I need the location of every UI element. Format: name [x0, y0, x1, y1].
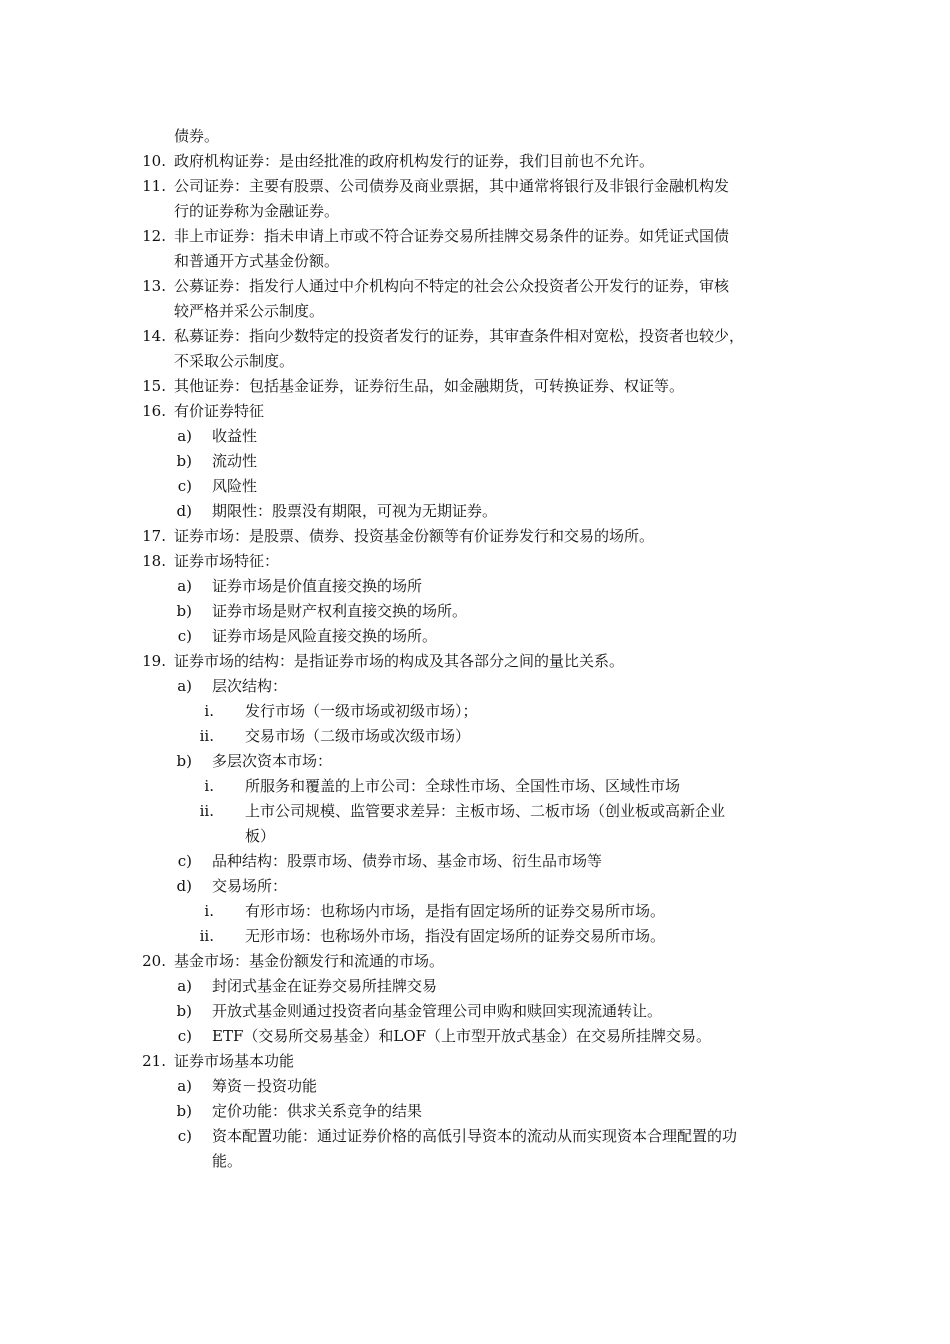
list-line: [0, 224, 950, 248]
list-marker: 17.: [142, 527, 166, 545]
list-line: [0, 849, 950, 873]
list-text: 交易场所：: [212, 877, 288, 895]
list-line: [0, 1149, 950, 1173]
list-marker: c): [177, 852, 192, 870]
list-line: [0, 399, 950, 423]
list-line: [0, 974, 950, 998]
list-text: 能。: [212, 1152, 243, 1170]
list-line: [0, 424, 950, 448]
list-marker: 15.: [142, 377, 166, 395]
list-line: [0, 599, 950, 623]
list-marker: i.: [204, 702, 214, 720]
list-line: [0, 649, 950, 673]
list-line: [0, 549, 950, 573]
list-line: [0, 724, 950, 748]
list-marker: a): [177, 427, 192, 445]
list-text: 所服务和覆盖的上市公司：全球性市场、全国性市场、区域性市场: [245, 777, 681, 795]
list-text: 证券市场特征：: [174, 552, 280, 570]
list-text: 公司证券：主要有股票、公司债券及商业票据，其中通常将银行及非银行金融机构发: [174, 177, 730, 195]
list-text: 证券市场基本功能: [174, 1052, 295, 1070]
list-text: 定价功能：供求关系竞争的结果: [212, 1102, 423, 1120]
list-text: 流动性: [212, 452, 258, 470]
list-marker: 10.: [142, 152, 166, 170]
list-line: [0, 774, 950, 798]
list-line: [0, 999, 950, 1023]
list-line: [0, 124, 950, 148]
list-line: [0, 749, 950, 773]
list-text: 公募证券：指发行人通过中介机构向不特定的社会公众投资者公开发行的证券，审核: [174, 277, 730, 295]
list-text: 开放式基金则通过投资者向基金管理公司申购和赎回实现流通转让。: [212, 1002, 663, 1020]
list-marker: d): [176, 877, 192, 895]
list-text: 风险性: [212, 477, 258, 495]
list-marker: 16.: [142, 402, 166, 420]
list-text: 资本配置功能：通过证券价格的高低引导资本的流动从而实现资本合理配置的功: [212, 1127, 738, 1145]
list-marker: i.: [204, 902, 214, 920]
list-marker: 11.: [142, 177, 166, 195]
list-marker: c): [177, 627, 192, 645]
list-text: 较严格并采公示制度。: [174, 302, 325, 320]
list-line: [0, 1099, 950, 1123]
list-marker: c): [177, 1127, 192, 1145]
list-marker: 19.: [142, 652, 166, 670]
list-text: 政府机构证券：是由经批准的政府机构发行的证券，我们目前也不允许。: [174, 152, 655, 170]
list-text: 品种结构：股票市场、债券市场、基金市场、衍生品市场等: [212, 852, 603, 870]
list-text: 多层次资本市场：: [212, 752, 333, 770]
list-line: [0, 299, 950, 323]
list-text: 行的证券称为金融证券。: [174, 202, 340, 220]
list-marker: b): [176, 1002, 192, 1020]
list-line: [0, 1124, 950, 1148]
list-marker: i.: [204, 777, 214, 795]
list-line: [0, 899, 950, 923]
list-marker: c): [177, 477, 192, 495]
list-marker: b): [176, 452, 192, 470]
list-text: 层次结构：: [212, 677, 288, 695]
list-text: 期限性：股票没有期限，可视为无期证券。: [212, 502, 498, 520]
list-line: [0, 674, 950, 698]
list-marker: a): [177, 677, 192, 695]
list-line: [0, 574, 950, 598]
list-text: 和普通开方式基金份额。: [174, 252, 340, 270]
list-marker: b): [176, 752, 192, 770]
list-marker: 18.: [142, 552, 166, 570]
list-text: 债券。: [174, 127, 220, 145]
list-line: [0, 624, 950, 648]
list-marker: 20.: [142, 952, 166, 970]
list-text: 上市公司规模、监管要求差异：主板市场、二板市场（创业板或高新企业: [245, 802, 726, 820]
list-text: 基金市场：基金份额发行和流通的市场。: [174, 952, 445, 970]
list-line: [0, 799, 950, 823]
list-text: 无形市场：也称场外市场，指没有固定场所的证券交易所市场。: [245, 927, 666, 945]
list-line: [0, 349, 950, 373]
list-line: [0, 949, 950, 973]
list-text: 证券市场是财产权利直接交换的场所。: [212, 602, 468, 620]
list-marker: b): [176, 602, 192, 620]
list-line: [0, 474, 950, 498]
list-line: [0, 449, 950, 473]
list-text: 证券市场的结构：是指证券市场的构成及其各部分之间的量比关系。: [174, 652, 625, 670]
list-marker: 13.: [142, 277, 166, 295]
list-text: ETF（交易所交易基金）和LOF（上市型开放式基金）在交易所挂牌交易。: [212, 1027, 712, 1045]
list-line: [0, 924, 950, 948]
list-line: [0, 249, 950, 273]
list-text: 证券市场是价值直接交换的场所: [212, 577, 423, 595]
list-marker: c): [177, 1027, 192, 1045]
list-text: 筹资－投资功能: [212, 1077, 318, 1095]
list-line: [0, 824, 950, 848]
list-text: 封闭式基金在证券交易所挂牌交易: [212, 977, 438, 995]
list-text: 收益性: [212, 427, 258, 445]
list-marker: 21.: [142, 1052, 166, 1070]
list-marker: b): [176, 1102, 192, 1120]
list-line: [0, 524, 950, 548]
list-text: 有价证券特征: [174, 402, 265, 420]
list-line: [0, 699, 950, 723]
list-line: [0, 1024, 950, 1048]
list-line: [0, 499, 950, 523]
list-line: [0, 324, 950, 348]
list-text: 发行市场（一级市场或初级市场）；: [245, 702, 478, 720]
list-text: 私募证券：指向少数特定的投资者发行的证券，其审查条件相对宽松，投资者也较少，: [174, 327, 745, 345]
list-marker: a): [177, 977, 192, 995]
list-text: 不采取公示制度。: [174, 352, 295, 370]
list-marker: ii.: [199, 927, 214, 945]
list-marker: 12.: [142, 227, 166, 245]
list-text: 板）: [245, 827, 276, 845]
list-marker: a): [177, 1077, 192, 1095]
list-marker: ii.: [199, 727, 214, 745]
list-marker: ii.: [199, 802, 214, 820]
list-marker: d): [176, 502, 192, 520]
list-text: 证券市场：是股票、债券、投资基金份额等有价证券发行和交易的场所。: [174, 527, 655, 545]
list-text: 证券市场是风险直接交换的场所。: [212, 627, 438, 645]
list-line: [0, 274, 950, 298]
list-line: [0, 874, 950, 898]
list-line: [0, 199, 950, 223]
list-line: [0, 374, 950, 398]
list-text: 非上市证券：指未申请上市或不符合证券交易所挂牌交易条件的证券。如凭证式国债: [174, 227, 730, 245]
list-line: [0, 174, 950, 198]
list-marker: 14.: [142, 327, 166, 345]
list-marker: a): [177, 577, 192, 595]
list-text: 有形市场：也称场内市场，是指有固定场所的证券交易所市场。: [245, 902, 666, 920]
list-text: 交易市场（二级市场或次级市场）: [245, 727, 471, 745]
list-text: 其他证券：包括基金证券，证券衍生品，如金融期货，可转换证券、权证等。: [174, 377, 685, 395]
list-line: [0, 1074, 950, 1098]
list-line: [0, 1049, 950, 1073]
list-line: [0, 149, 950, 173]
